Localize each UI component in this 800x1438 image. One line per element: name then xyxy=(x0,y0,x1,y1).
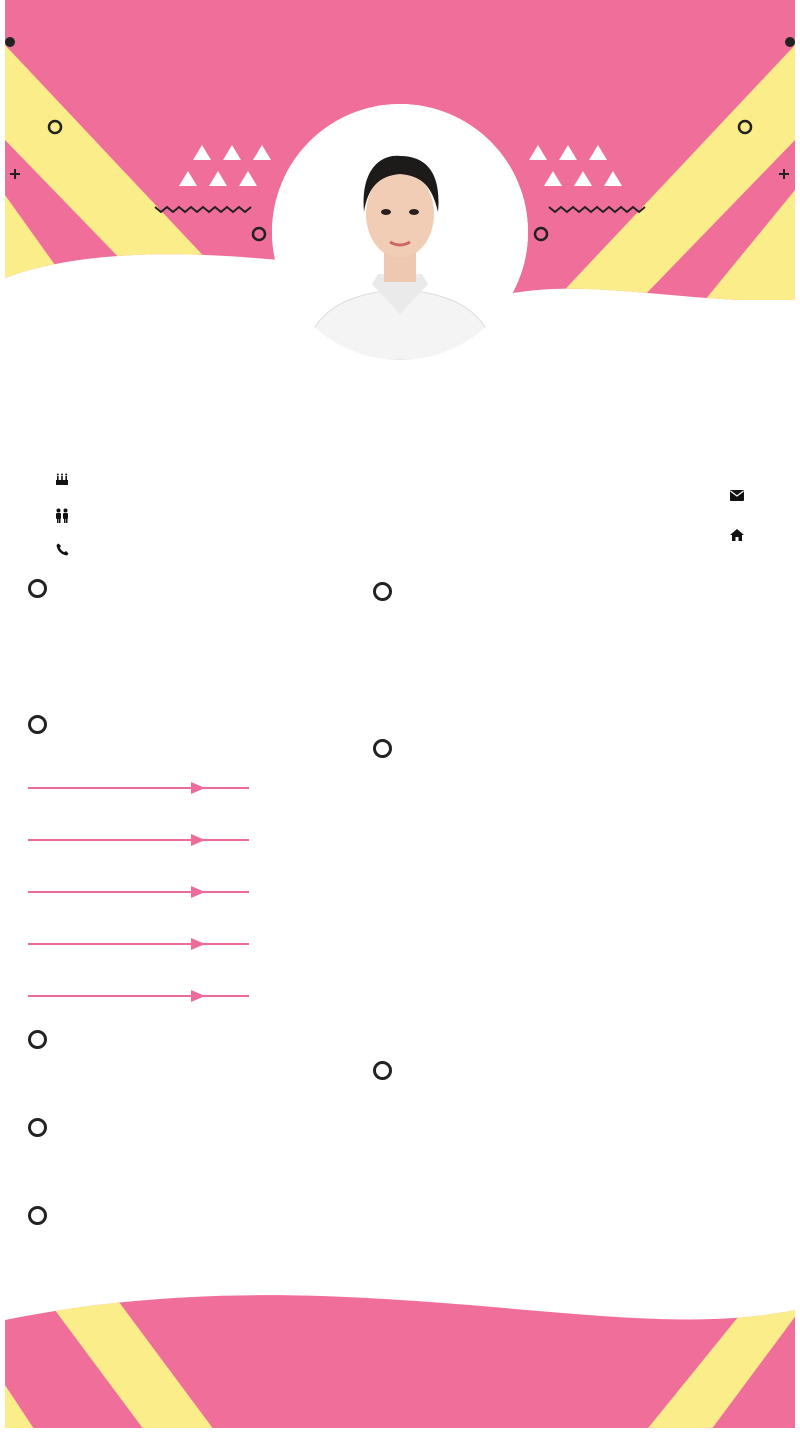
arrow-icon xyxy=(191,938,205,950)
ring-icon xyxy=(28,1206,47,1225)
ring-icon xyxy=(28,1118,47,1137)
home-icon xyxy=(728,529,746,544)
arrow-icon xyxy=(191,990,205,1002)
skill-bar xyxy=(28,943,249,945)
ring-icon xyxy=(373,1061,392,1080)
skill-bar xyxy=(28,839,249,841)
phone-icon xyxy=(53,543,71,559)
section-references xyxy=(28,1206,54,1225)
ring-icon xyxy=(373,582,392,601)
skill-bar xyxy=(28,787,249,789)
email-row xyxy=(718,489,746,504)
cake-icon xyxy=(53,473,71,489)
section-carrier-goals xyxy=(28,579,54,598)
phone-row xyxy=(53,543,80,559)
arrow-icon xyxy=(191,782,205,794)
section-certificate xyxy=(28,1030,54,1049)
skill-bar xyxy=(28,891,249,893)
section-interests xyxy=(28,1118,54,1137)
birthday-row xyxy=(53,473,80,489)
ring-icon xyxy=(28,1030,47,1049)
section-personal-skills xyxy=(28,715,54,734)
ring-icon xyxy=(373,739,392,758)
section-work-experience xyxy=(373,739,399,758)
people-icon xyxy=(53,508,71,526)
profile-photo xyxy=(272,104,528,360)
footer-decoration xyxy=(0,1290,800,1438)
gender-row xyxy=(53,508,88,526)
section-education xyxy=(373,582,399,601)
ring-icon xyxy=(28,715,47,734)
envelope-icon xyxy=(728,489,746,504)
section-activities xyxy=(373,1061,399,1080)
arrow-icon xyxy=(191,886,205,898)
skill-bar xyxy=(28,995,249,997)
ring-icon xyxy=(28,579,47,598)
arrow-icon xyxy=(191,834,205,846)
address-row xyxy=(718,529,746,544)
